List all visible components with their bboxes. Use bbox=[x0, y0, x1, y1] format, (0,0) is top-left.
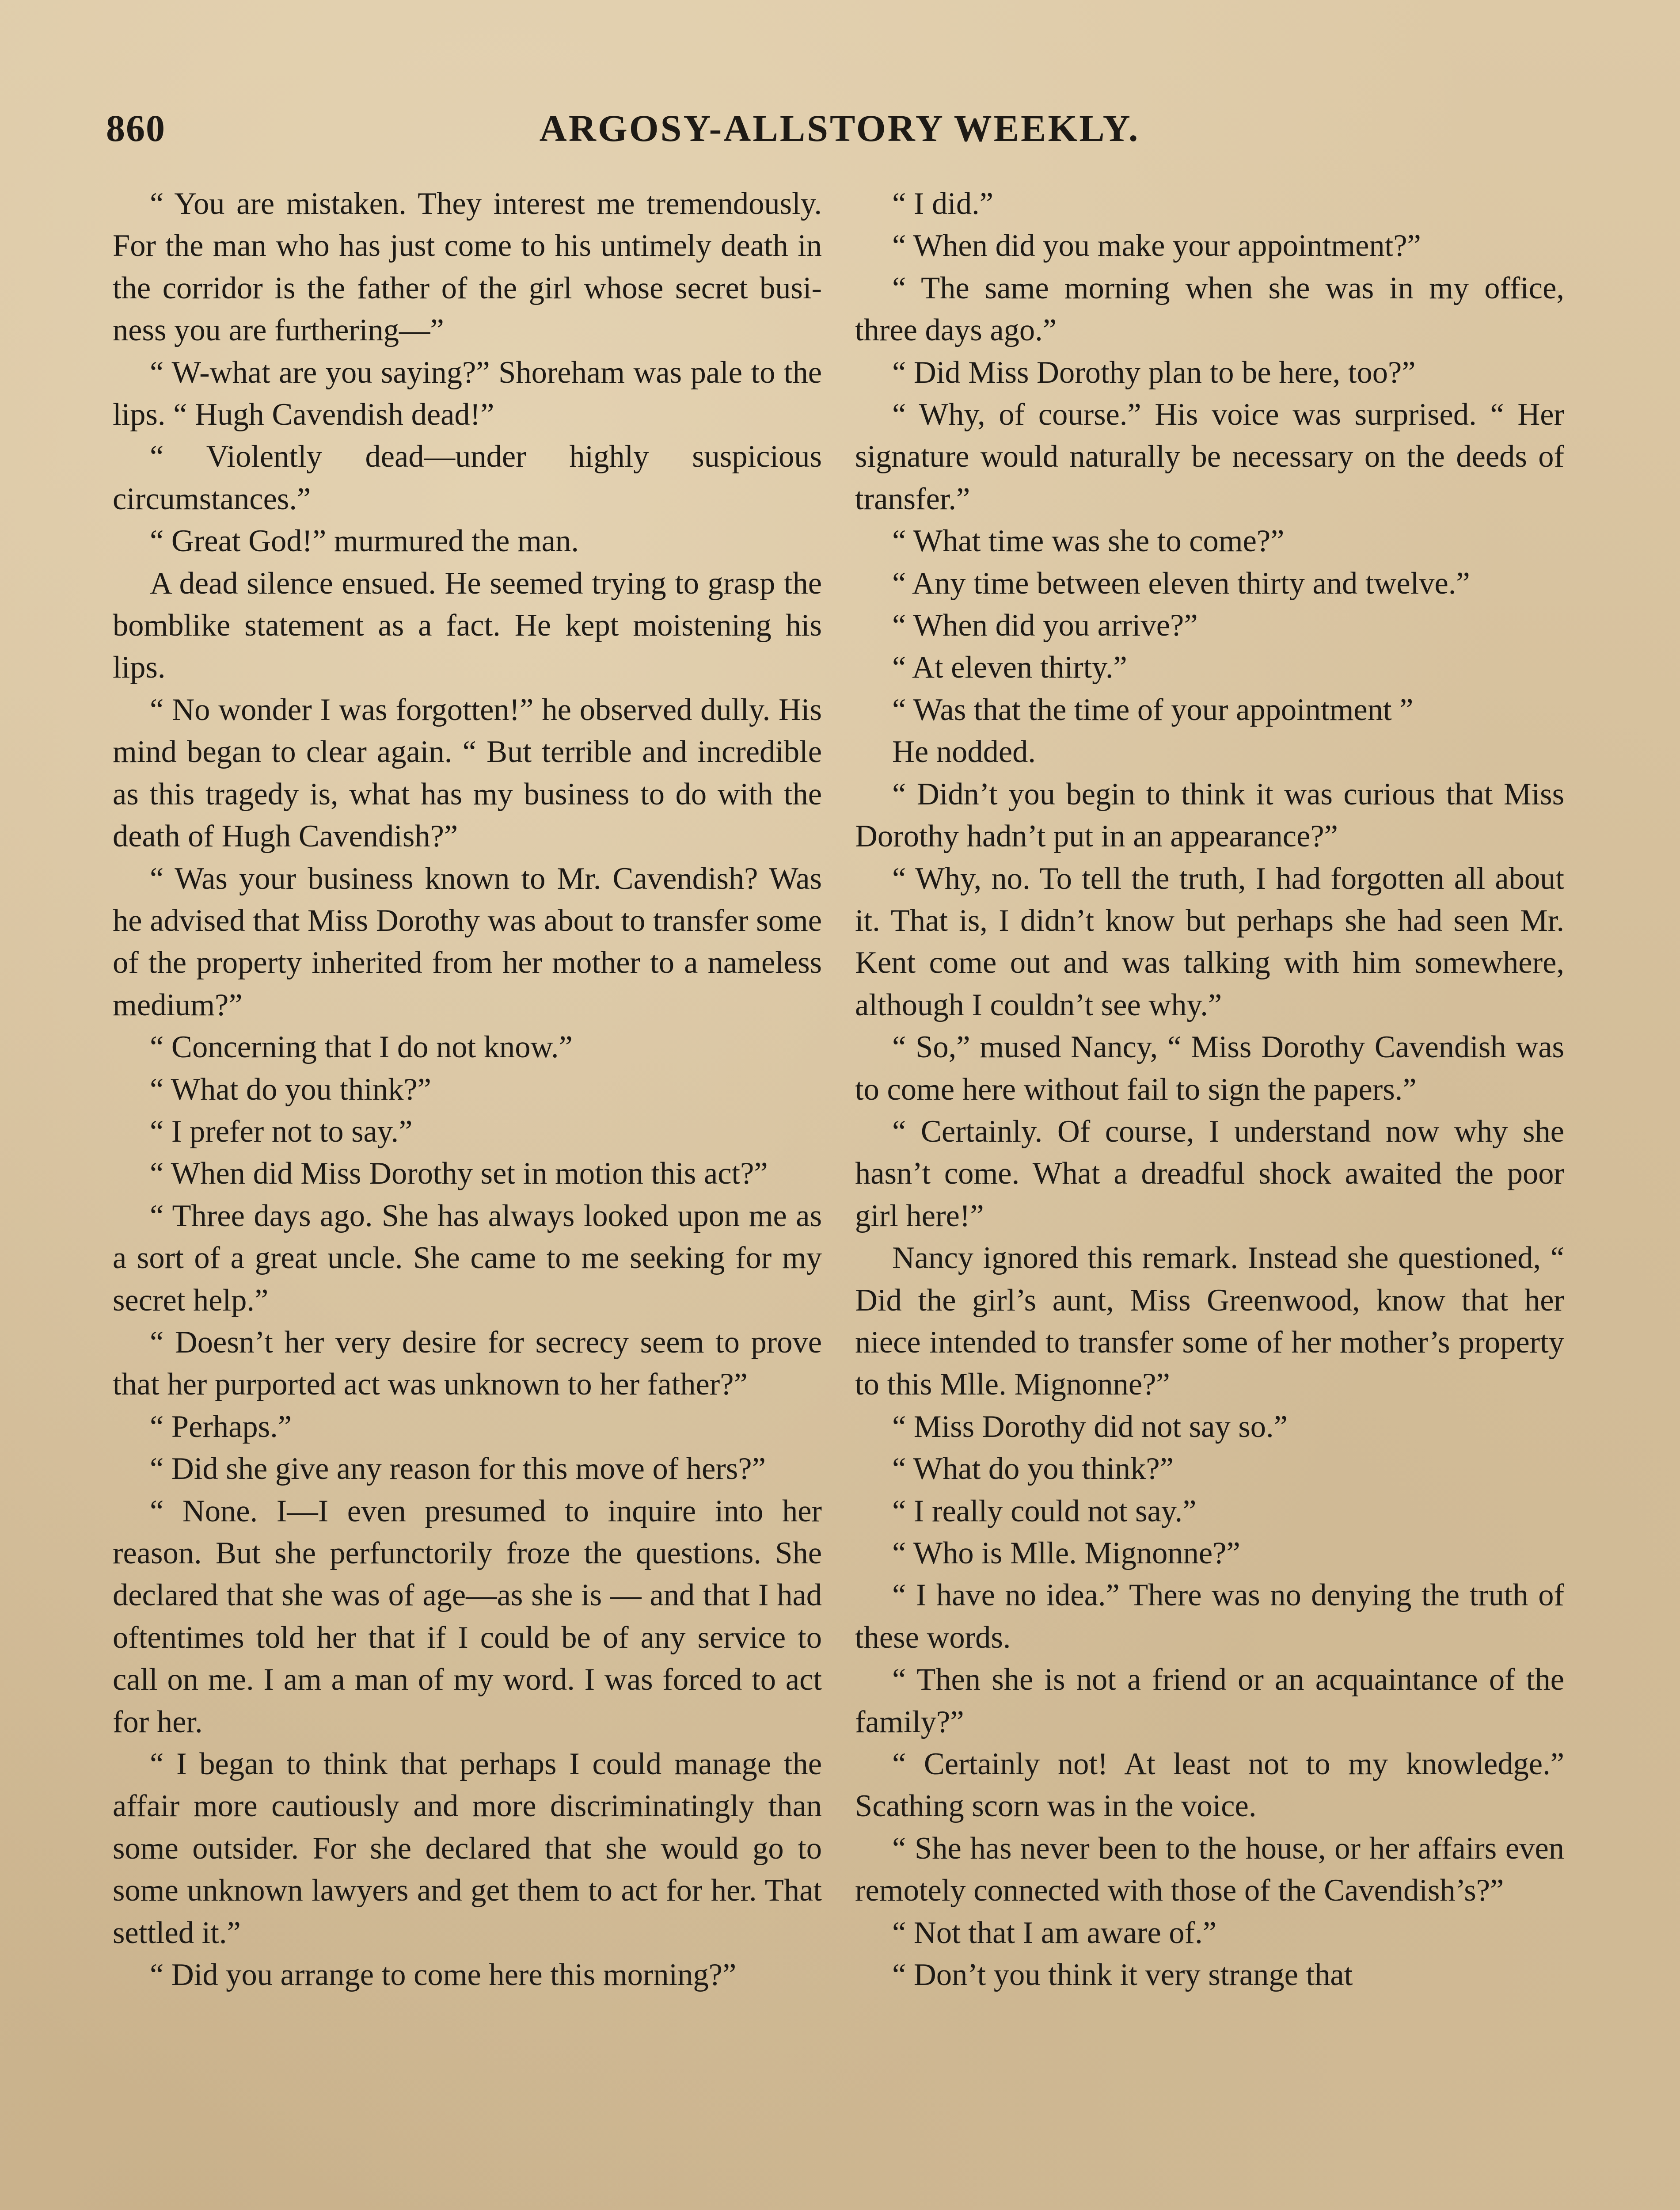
left-column bbox=[113, 183, 822, 1996]
paragraph: “ Certainly. Of course, I understand now why she hasn’t come. What a dreadful shock awaited the poor girl here!” bbox=[855, 1114, 1564, 1233]
paragraph: Nancy ignored this remark. Instead she questioned, “ Did the girl’s aunt, Miss Greenwood, know that her niece intended to transfer some of her mother’s property to this Mlle. Mignonne?” bbox=[855, 1241, 1564, 1402]
paragraph: “ Don’t you think it very strange that bbox=[892, 1958, 1353, 1993]
paragraph: “ I really could not say.” bbox=[892, 1494, 1197, 1528]
page-number: 860 bbox=[106, 107, 166, 149]
paragraph: “ Great God!” murmured the man. bbox=[150, 524, 579, 559]
paragraph: “ What do you think?” bbox=[892, 1452, 1174, 1486]
paragraph: “ Why, of course.” His voice was surprised. “ Her signature would naturally be necessary on the deeds of transfer.” bbox=[855, 397, 1564, 516]
paragraph: “ I did.” bbox=[892, 187, 994, 221]
paragraph: “ When did you arrive?” bbox=[892, 608, 1198, 643]
magazine-title: ARGOSY-ALLSTORY WEEKLY. bbox=[539, 107, 1140, 149]
paragraph: “ The same morning when she was in my office, three days ago.” bbox=[855, 271, 1564, 348]
paragraph: A dead silence ensued. He seemed trying to grasp the bomblike statement as a fact. He kept moistening his lips. bbox=[113, 566, 822, 685]
paragraph: “ She has never been to the house, or her affairs even remotely connected with those of the Cavendish’s?” bbox=[855, 1831, 1564, 1908]
paragraph: “ Miss Dorothy did not say so.” bbox=[892, 1409, 1288, 1444]
paragraph: “ What do you think?” bbox=[150, 1072, 431, 1107]
paragraph: “ Didn’t you begin to think it was curious that Miss Dorothy hadn’t put in an appearance?” bbox=[855, 777, 1564, 854]
paragraph: He nodded. bbox=[892, 735, 1036, 770]
paragraph: “ So,” mused Nancy, “ Miss Dorothy Cavendish was to come here without fail to sign the papers.” bbox=[855, 1030, 1564, 1107]
paragraph: “ Not that I am aware of.” bbox=[892, 1915, 1217, 1950]
paragraph: “ Did Miss Dorothy plan to be here, too?” bbox=[892, 355, 1416, 390]
paragraph: “ When did you make your appointment?” bbox=[892, 229, 1421, 263]
paragraph: “ Violently dead—under highly suspicious circumstances.” bbox=[113, 439, 822, 516]
paragraph: “ Did you arrange to come here this morning?” bbox=[150, 1958, 737, 1993]
paragraph: “ Doesn’t her very desire for secrecy seem to prove that her purported act was unknown to her father?” bbox=[113, 1325, 822, 1402]
paragraph: “ I have no idea.” There was no denying the truth of these words. bbox=[855, 1578, 1564, 1655]
paragraph: “ Was your business known to Mr. Cavendish? Was he advised that Miss Dorothy was about to transfer some of the property inherited from her mother to a nameless medium?” bbox=[113, 861, 822, 1022]
paragraph: “ What time was she to come?” bbox=[892, 524, 1285, 559]
paragraph: “ No wonder I was forgotten!” he observed dully. His mind began to clear again. “ But terrible and incredible as this tragedy is, what has my business to do with the death of Hugh Cavendish?” bbox=[113, 692, 822, 854]
paragraph: “ Any time between eleven thirty and twelve.” bbox=[892, 566, 1470, 601]
paragraph: “ Perhaps.” bbox=[150, 1409, 292, 1444]
paragraph: “ Three days ago. She has always looked upon me as a sort of a great uncle. She came to me seeking for my secret help.” bbox=[113, 1198, 822, 1318]
running-head bbox=[106, 102, 1573, 155]
paragraph: “ I began to think that perhaps I could manage the affair more cautiously and more discriminatingly than some outsider. For she declared that she would go to some unknown lawyers and get them to act for her. That settled it.” bbox=[113, 1747, 822, 1950]
paragraph: “ None. I—I even presumed to inquire into her reason. But she perfunctorily froze the questions. She declared that she was of age—as she is — and that I had oftentimes told her that if I could be of any service to call on me. I am a man of my word. I was forced to act for her. bbox=[113, 1494, 822, 1739]
paragraph: “ You are mistaken. They interest me tremendously. For the man who has just come to his untimely death in the corridor is the father of the girl whose secret business you are furthering—” bbox=[113, 187, 822, 348]
paragraph: “ I prefer not to say.” bbox=[150, 1114, 413, 1149]
paragraph: “ Why, no. To tell the truth, I had forgotten all about it. That is, I didn’t know but perhaps she had seen Mr. Kent come out and was talking with him somewhere, although I couldn’t see why.” bbox=[855, 861, 1564, 1022]
right-column bbox=[855, 183, 1564, 1996]
paragraph: “ Who is Mlle. Mignonne?” bbox=[892, 1536, 1240, 1570]
paragraph: “ Certainly not! At least not to my knowledge.” Scathing scorn was in the voice. bbox=[855, 1747, 1564, 1824]
paragraph: “ At eleven thirty.” bbox=[892, 650, 1127, 685]
paragraph: “ Concerning that I do not know.” bbox=[150, 1030, 573, 1065]
paragraph: “ Was that the time of your appointment ” bbox=[892, 692, 1414, 727]
paragraph: “ Did she give any reason for this move of hers?” bbox=[150, 1452, 766, 1486]
paragraph: “ When did Miss Dorothy set in motion this act?” bbox=[150, 1156, 768, 1191]
paragraph: “ W-what are you saying?” Shoreham was pale to the lips. “ Hugh Cavendish dead!” bbox=[113, 355, 822, 432]
paragraph: “ Then she is not a friend or an acquaintance of the family?” bbox=[855, 1662, 1564, 1739]
